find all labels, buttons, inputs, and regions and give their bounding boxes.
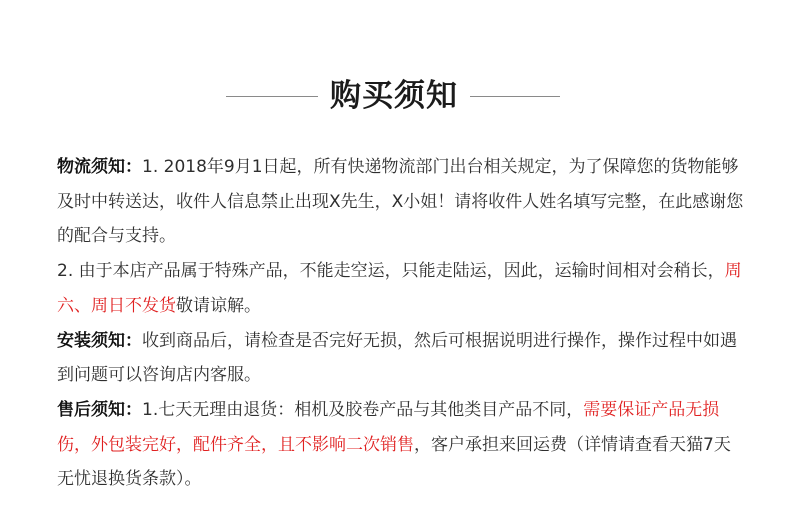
aftersale-label: 售后须知： xyxy=(57,399,142,420)
page-title: 购买须知 xyxy=(330,78,458,114)
title-divider-right xyxy=(470,96,560,97)
aftersale-text-1: 1.七天无理由退货：相机及胶卷产品与其他类目产品不同， xyxy=(142,399,584,420)
return-condition-notice: 需要保证产品无损伤，外包装完好，配件齐全，且不影响二次销售 xyxy=(57,399,720,455)
section-header xyxy=(0,74,790,118)
logistics-text-1: 1. 2018年9月1日起，所有快递物流部门出台相关规定，为了保障您的货物能够及时中转送达，收件人信息禁止出现X先生，X小姐！请将收件人姓名填写完整，在此感谢您的配合与支持。 xyxy=(57,157,744,247)
install-paragraph xyxy=(57,324,745,393)
logistics-text-3: 敬请谅解。 xyxy=(176,295,261,316)
title-divider-left xyxy=(226,96,318,97)
aftersale-text-2: ，客户承担来回运费（详情请查看天猫7天无忧退换货条款）。 xyxy=(57,434,731,490)
logistics-text-2: 2. 由于本店产品属于特殊产品，不能走空运，只能走陆运，因此，运输时间相对会稍长， xyxy=(57,261,725,282)
logistics-paragraph-1 xyxy=(57,150,745,254)
install-text: 收到商品后，请检查是否完好无损，然后可根据说明进行操作，操作过程中如遇到问题可以咨询店内客服。 xyxy=(57,330,737,386)
notice-content xyxy=(57,150,745,497)
install-label: 安装须知： xyxy=(57,330,142,351)
logistics-paragraph-2 xyxy=(57,254,745,323)
aftersale-paragraph xyxy=(57,393,745,497)
logistics-label: 物流须知： xyxy=(57,157,142,177)
no-weekend-shipping-notice: 周六、周日不发货 xyxy=(57,261,742,316)
